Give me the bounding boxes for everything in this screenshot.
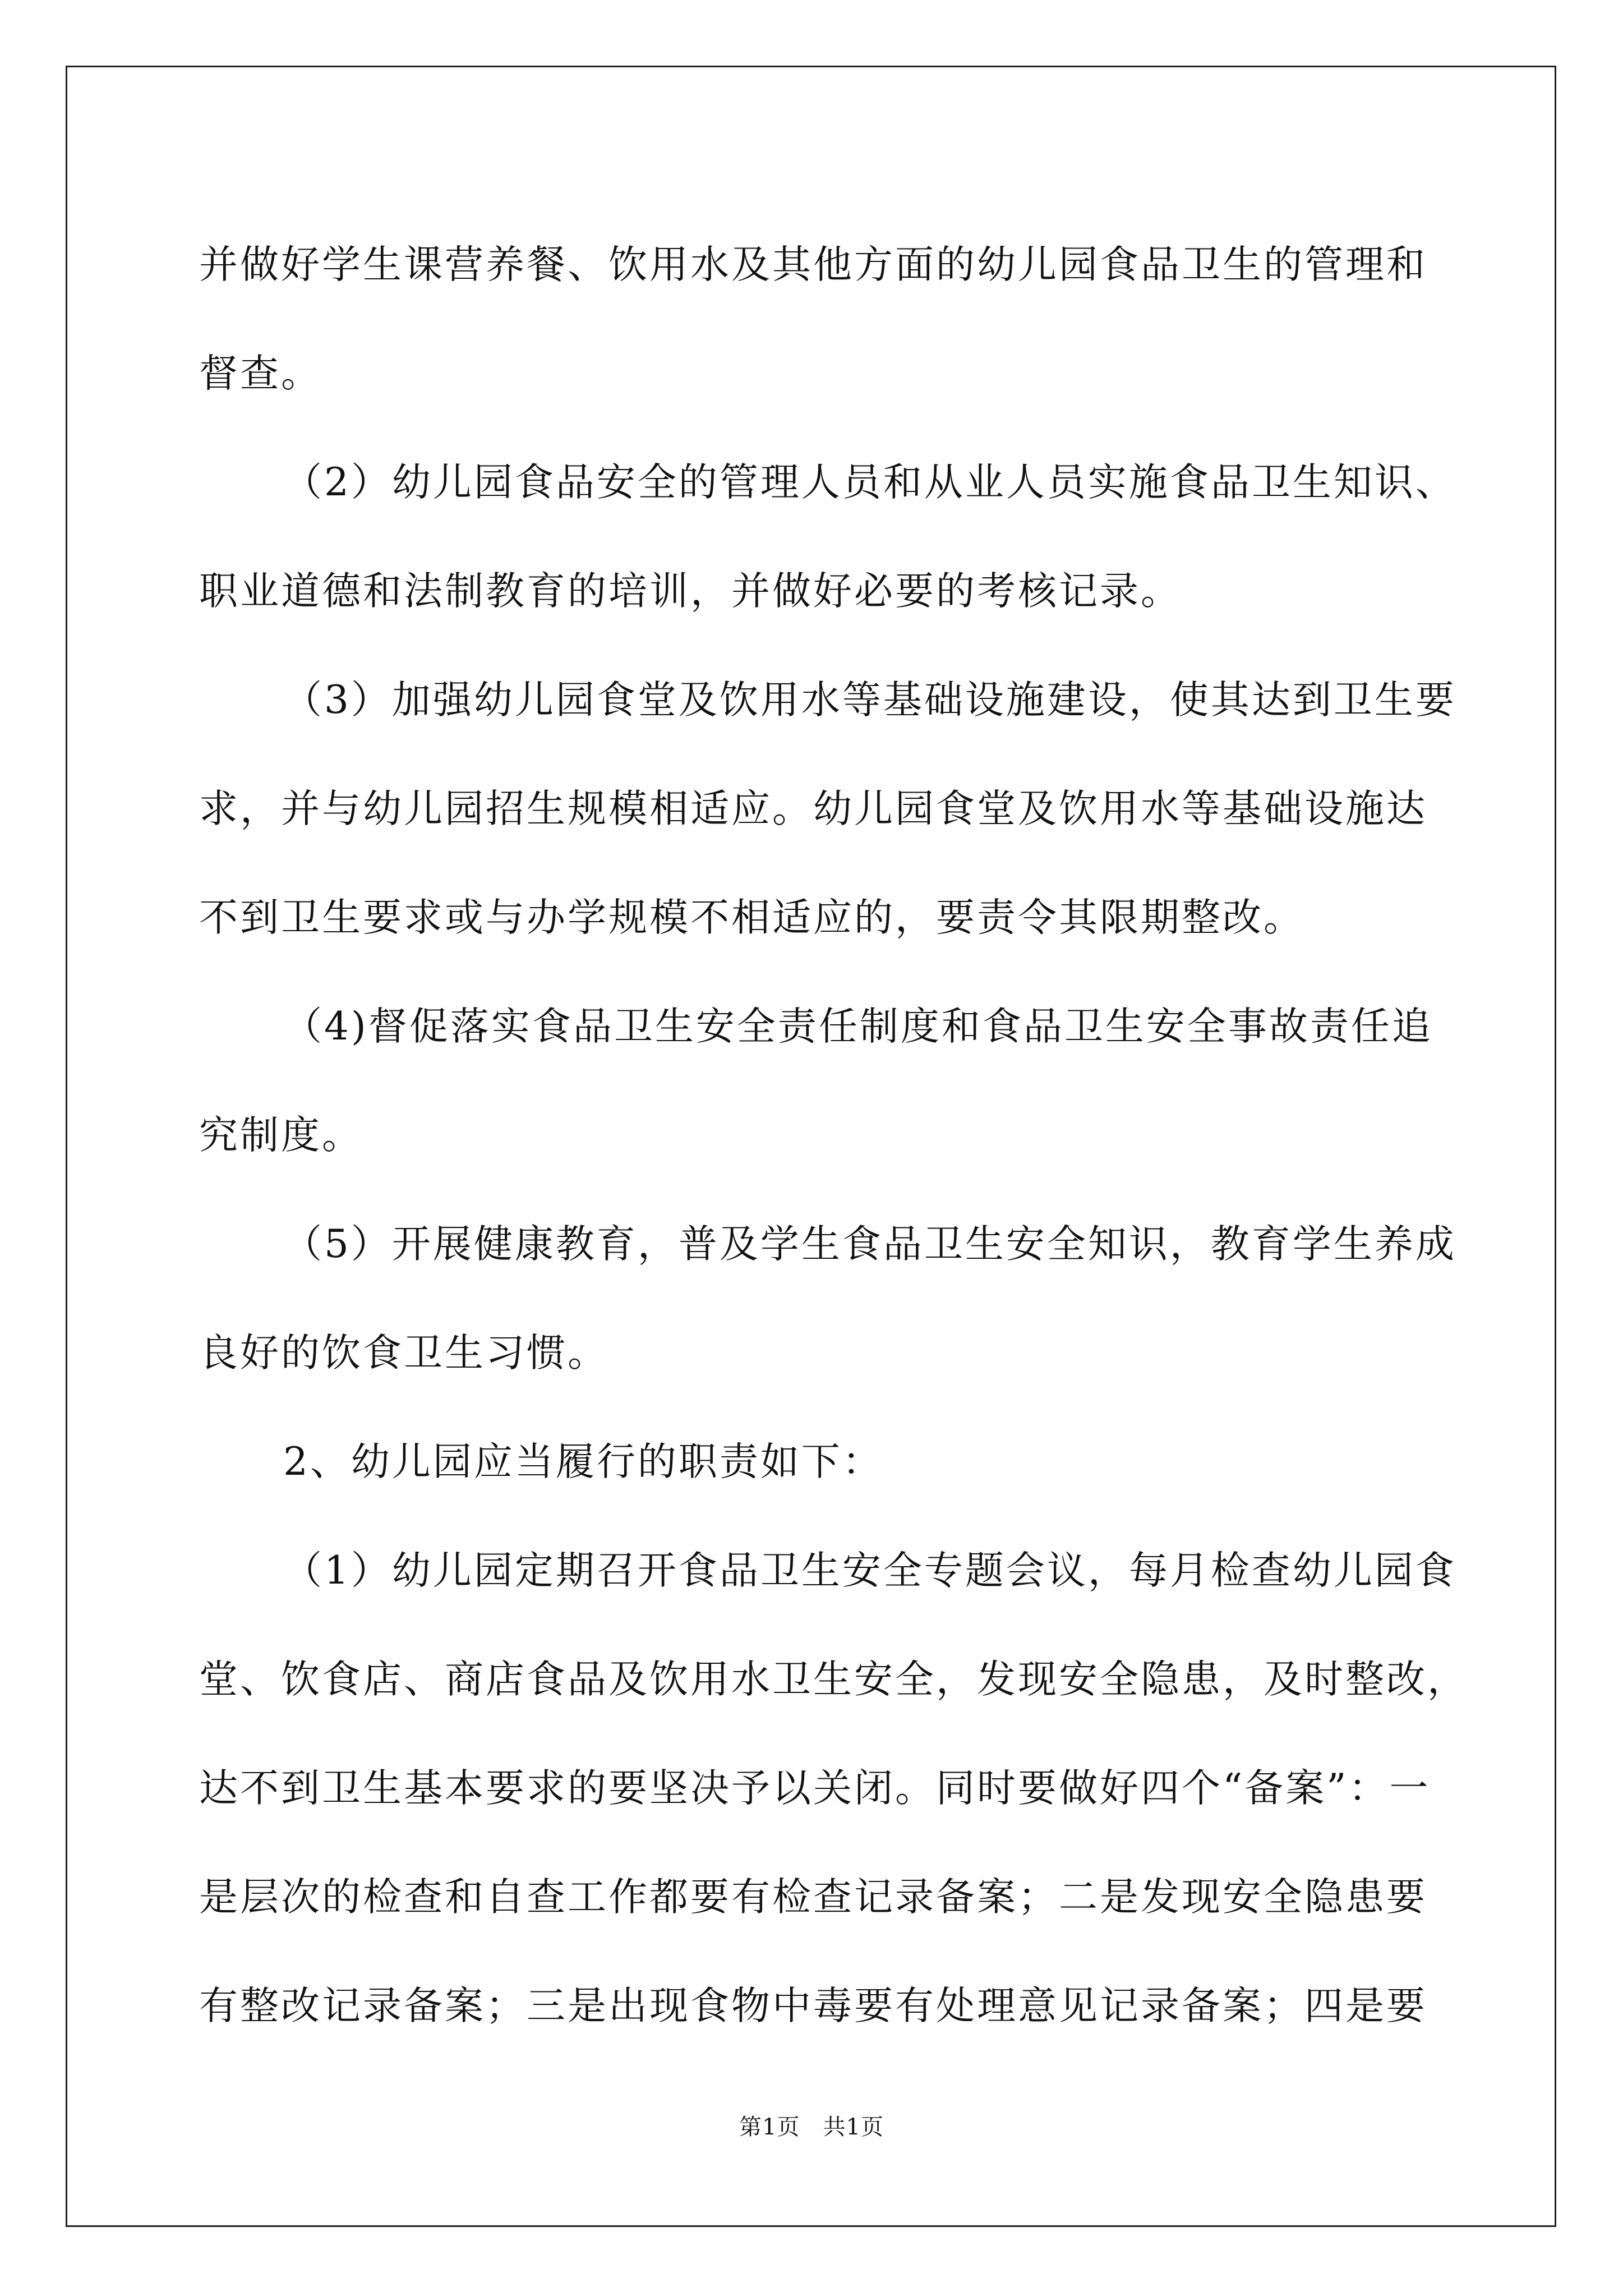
text-line: 督查。 — [199, 351, 322, 396]
text-line: 是层次的检查和自查工作都要有检查记录备案；二是发现安全隐患要 — [199, 1875, 1427, 1920]
text-line: （4)督促落实食品卫生安全责任制度和食品卫生安全事故责任追 — [283, 1004, 1433, 1049]
page-number-footer: 第1页 共1页 — [739, 2114, 884, 2140]
text-line: 有整改记录备案；三是出现食物中毒要有处理意见记录备案；四是要 — [199, 1984, 1427, 2028]
text-line: （3）加强幼儿园食堂及饮用水等基础设施建设，使其达到卫生要 — [283, 678, 1456, 723]
text-line: 职业道德和法制教育的培训，并做好必要的考核记录。 — [199, 569, 1182, 614]
text-line: （1）幼儿园定期召开食品卫生安全专题会议，每月检查幼儿园食 — [283, 1548, 1456, 1593]
text-line: 求，并与幼儿园招生规模相适应。幼儿园食堂及饮用水等基础设施达 — [199, 786, 1427, 831]
text-line: 达不到卫生基本要求的要坚决予以关闭。同时要做好四个“备案”：一 — [199, 1766, 1431, 1811]
text-line: 并做好学生课营养餐、饮用水及其他方面的幼儿园食品卫生的管理和 — [199, 242, 1427, 287]
text-line: 堂、饮食店、商店食品及饮用水卫生安全，发现安全隐患，及时整改， — [199, 1657, 1468, 1702]
text-line: 不到卫生要求或与办学规模不相适应的，要责令其限期整改。 — [199, 895, 1304, 940]
text-line: （5）开展健康教育，普及学生食品卫生安全知识，教育学生养成 — [283, 1222, 1456, 1267]
text-line: 2、幼儿园应当履行的职责如下： — [283, 1439, 883, 1484]
text-line: （2）幼儿园食品安全的管理人员和从业人员实施食品卫生知识、 — [283, 460, 1456, 505]
text-line: 究制度。 — [199, 1113, 363, 1158]
text-line: 良好的饮食卫生习惯。 — [199, 1331, 608, 1375]
document-body — [199, 210, 1468, 2060]
